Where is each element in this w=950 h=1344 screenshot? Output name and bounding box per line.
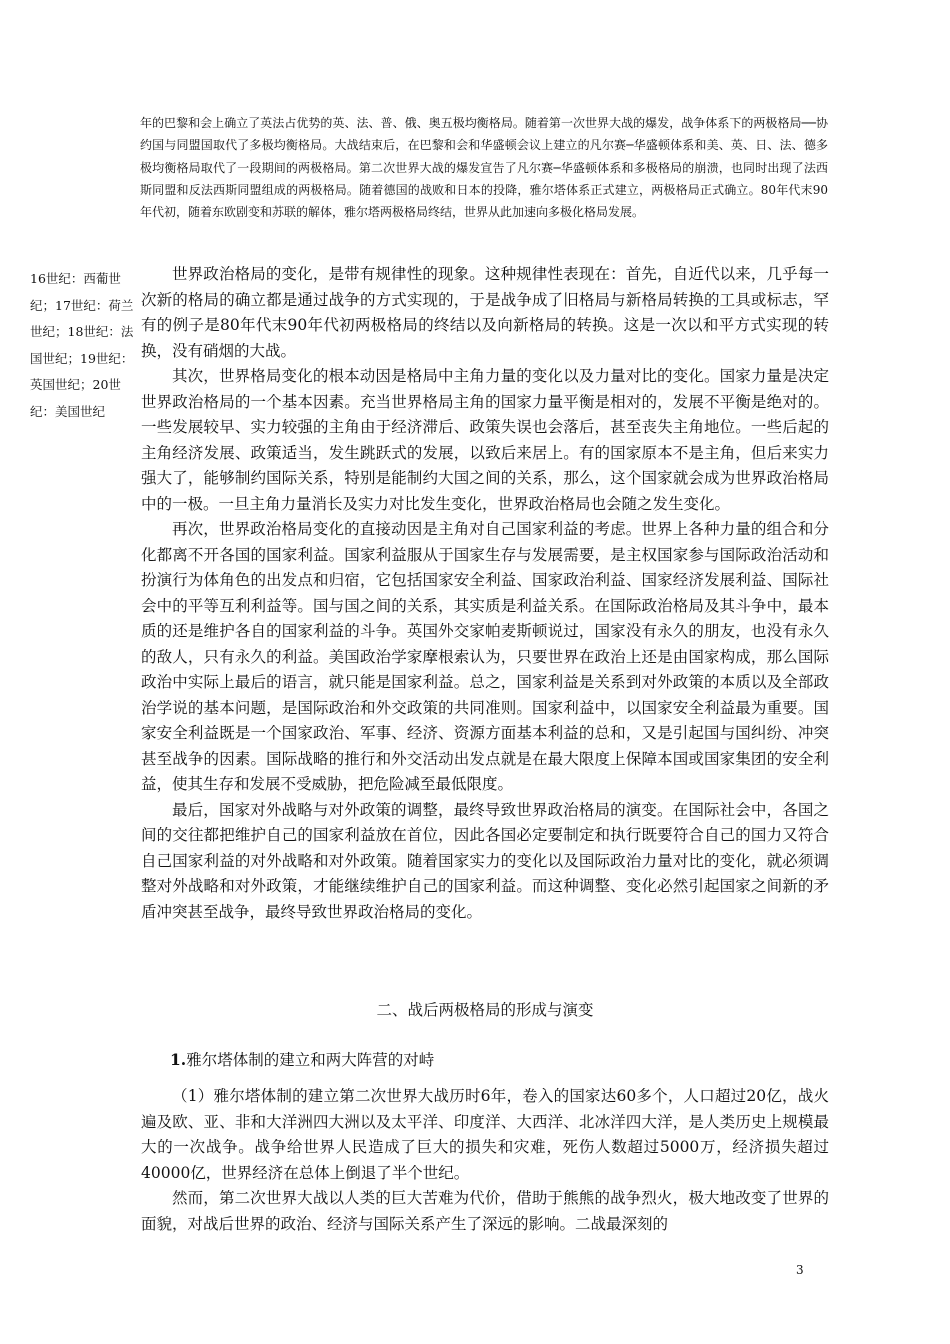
sub-heading-text: 雅尔塔体制的建立和两大阵营的对峙 — [186, 1051, 435, 1069]
main-text — [141, 262, 829, 925]
margin-note — [30, 266, 138, 430]
sub-heading — [170, 1047, 770, 1073]
paragraph: 世界政治格局的变化，是带有规律性的现象。这种规律性表现在：首先，自近代以来，几乎每一次新的格局的确立都是通过战争的方式实现的，于是战争成了旧格局与新格局转换的工具或标志，罕有的例子是80年代末90年代初两极格局的终结以及向新格局的转换。这是一次以和平方式实现的转换，没有硝烟的大战。 — [141, 265, 829, 360]
paragraph: （1）雅尔塔体制的建立第二次世界大战历时6年，卷入的国家达60多个，人口超过20亿，战火遍及欧、亚、非和大洋洲四大洲以及太平洋、印度洋、大西洋、北冰洋四大洋，是人类历史上规模最大的一次战争。战争给世界人民造成了巨大的损失和灾难，死伤人数超过5000万，经济损失超过40000亿，世界经济在总体上倒退了半个世纪。 — [141, 1087, 829, 1182]
paragraph: 然而，第二次世界大战以人类的巨大苦难为代价，借助于熊熊的战争烈火，极大地改变了世界的面貌，对战后世界的政治、经济与国际关系产生了深远的影响。二战最深刻的 — [141, 1189, 829, 1233]
section-text — [141, 1084, 829, 1237]
margin-note-text: 16世纪：西葡世纪；17世纪：荷兰世纪；18世纪：法国世纪；19世纪：英国世纪；20世纪：美国世纪 — [30, 271, 134, 419]
page-number: 3 — [796, 1263, 804, 1277]
paragraph: 最后，国家对外战略与对外政策的调整，最终导致世界政治格局的演变。在国际社会中，各国之间的交往都把维护自己的国家利益放在首位，因此各国必定要制定和执行既要符合自己的国力又符合自己国家利益的对外战略和对外政策。随着国家实力的变化以及国际政治力量对比的变化，就必须调整对外战略和对外政策，才能继续维护自己的国家利益。而这种调整、变化必然引起国家之间新的矛盾冲突甚至战争，最终导致世界政治格局的变化。 — [141, 800, 829, 921]
footnote-block — [140, 112, 828, 223]
footnote-text: 年的巴黎和会上确立了英法占优势的英、法、普、俄、奥五极均衡格局。随着第一次世界大战的爆发，战争体系下的两极格局──协约国与同盟国取代了多极均衡格局。大战结束后，在巴黎和会和华盛顿会议上建立的凡尔赛─华盛顿体系和美、英、日、法、德多极均衡格局取代了一段期间的两极格局。第二次世界大战的爆发宣告了凡尔赛─华盛顿体系和多极格局的崩溃，也同时出现了法西斯同盟和反法西斯同盟组成的两极格局。随着德国的战败和日本的投降，雅尔塔体系正式建立，两极格局正式确立。80年代末90年代初，随着东欧剧变和苏联的解体，雅尔塔两极格局终结，世界从此加速向多极化格局发展。 — [140, 116, 828, 220]
section-heading: 二、战后两极格局的形成与演变 — [376, 1001, 594, 1019]
paragraph: 其次，世界格局变化的根本动因是格局中主角力量的变化以及力量对比的变化。国家力量是决定世界政治格局的一个基本因素。充当世界格局主角的国家力量平衡是相对的，发展不平衡是绝对的。一些发展较早、实力较强的主角由于经济滞后、政策失误也会落后，甚至丧失主角地位。一些后起的主角经济发展、政策适当，发生跳跃式的发展，以致后来居上。有的国家原本不是主角，但后来实力强大了，能够制约国际关系，特别是能制约大国之间的关系，那么，这个国家就会成为世界政治格局中的一极。一旦主角力量消长及实力对比发生变化，世界政治格局也会随之发生变化。 — [141, 367, 829, 513]
paragraph: 再次，世界政治格局变化的直接动因是主角对自己国家利益的考虑。世界上各种力量的组合和分化都离不开各国的国家利益。国家利益服从于国家生存与发展需要，是主权国家参与国际政治活动和扮演行为体角色的出发点和归宿，它包括国家安全利益、国家政治利益、国家经济发展利益、国际社会中的平等互利利益等。国与国之间的关系，其实质是利益关系。在国际政治格局及其斗争中，最本质的还是维护各自的国家利益的斗争。英国外交家帕麦斯顿说过，国家没有永久的朋友，也没有永久的敌人，只有永久的利益。美国政治学家摩根索认为，只要世界在政治上还是由国家构成，那么国际政治中实际上最后的语言，就只能是国家利益。总之，国家利益是关系到对外政策的本质以及全部政治学说的基本问题，是国际政治和外交政策的共同准则。国家利益中，以国家安全利益最为重要。国家安全利益既是一个国家政治、军事、经济、资源方面基本利益的总和，又是引起国与国纠纷、冲突甚至战争的因素。国际战略的推行和外交活动出发点就是在最大限度上保障本国或国家集团的安全利益，使其生存和发展不受威胁，把危险减至最低限度。 — [141, 520, 829, 793]
sub-heading-number: 1. — [170, 1050, 187, 1069]
